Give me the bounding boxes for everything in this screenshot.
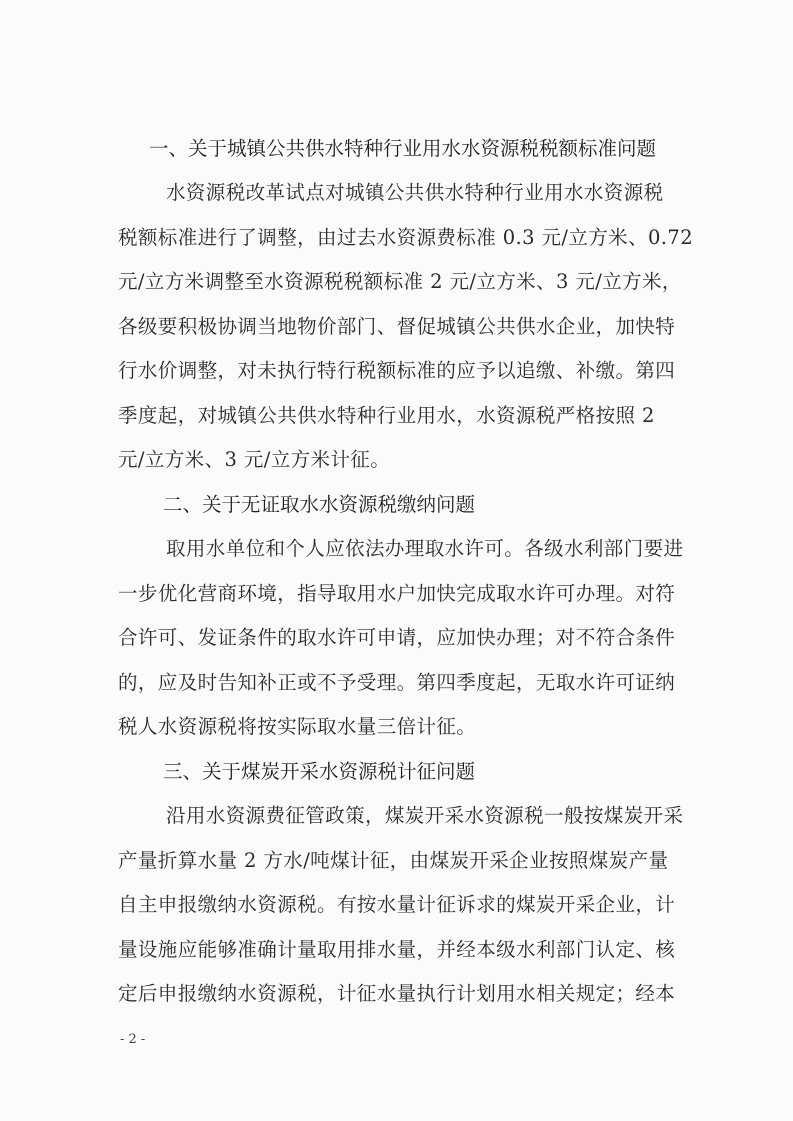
paragraph-line: 产量折算水量 2 方水/吨煤计征，由煤炭开采企业按照煤炭产量 bbox=[118, 849, 669, 872]
paragraph-line: 元/立方米调整至水资源税税额标准 2 元/立方米、3 元/立方米， bbox=[118, 270, 682, 293]
section-heading-1: 一、关于城镇公共供水特种行业用水水资源税税额标准问题 bbox=[149, 137, 657, 160]
page-number: - 2 - bbox=[120, 1032, 146, 1047]
paragraph-line: 沿用水资源费征管政策，煤炭开采水资源税一般按煤炭开采 bbox=[166, 804, 684, 827]
paragraph-line: 水资源税改革试点对城镇公共供水特种行业用水水资源税 bbox=[166, 181, 664, 204]
paragraph-line: 各级要积极协调当地物价部门、督促城镇公共供水企业，加快特 bbox=[118, 315, 676, 338]
paragraph-line: 元/立方米、3 元/立方米计征。 bbox=[118, 448, 391, 471]
paragraph-line: 税额标准进行了调整，由过去水资源费标准 0.3 元/立方米、0.72 bbox=[118, 226, 693, 249]
paragraph-line: 税人水资源税将按实际取水量三倍计征。 bbox=[118, 715, 477, 738]
paragraph-line: 行水价调整，对未执行特行税额标准的应予以追缴、补缴。第四 bbox=[118, 359, 676, 382]
section-heading-3: 三、关于煤炭开采水资源税计征问题 bbox=[163, 760, 476, 783]
paragraph-line: 自主申报缴纳水资源税。有按水量计征诉求的煤炭开采企业，计 bbox=[118, 893, 676, 916]
paragraph-line: 合许可、发证条件的取水许可申请，应加快办理；对不符合条件 bbox=[118, 626, 676, 649]
paragraph-line: 季度起，对城镇公共供水特种行业用水，水资源税严格按照 2 bbox=[118, 404, 655, 427]
paragraph-line: 一步优化营商环境，指导取用水户加快完成取水许可办理。对符 bbox=[118, 582, 676, 605]
paragraph-line: 的，应及时告知补正或不予受理。第四季度起，无取水许可证纳 bbox=[118, 671, 676, 694]
paragraph-line: 定后申报缴纳水资源税，计征水量执行计划用水相关规定；经本 bbox=[118, 982, 676, 1005]
section-heading-2: 二、关于无证取水水资源税缴纳问题 bbox=[163, 493, 476, 516]
paragraph-line: 取用水单位和个人应依法办理取水许可。各级水利部门要进 bbox=[166, 537, 684, 560]
paragraph-line: 量设施应能够准确计量取用排水量，并经本级水利部门认定、核 bbox=[118, 938, 676, 961]
